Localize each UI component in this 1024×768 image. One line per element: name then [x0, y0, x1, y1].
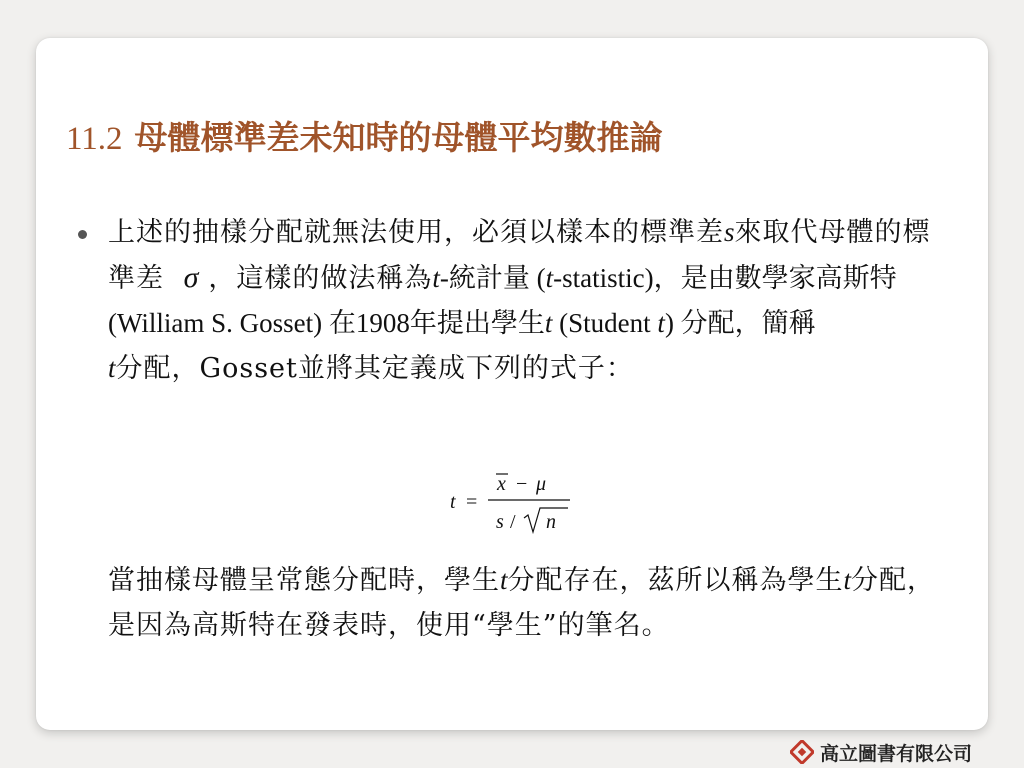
symbol-t: t — [657, 308, 665, 338]
symbol-t: t — [545, 263, 554, 293]
bullet-icon — [78, 230, 87, 239]
p1-text-a: 上述的抽樣分配就無法使用，必須以樣本的標準差 — [108, 217, 724, 248]
p2-text-c: 分配，是因為高斯特在發表時，使用“學生”的筆名。 — [108, 565, 936, 641]
symbol-s: s — [724, 217, 735, 247]
slide-title — [66, 112, 946, 159]
p1-text-e: -statistic)，是由數學家高斯特 (William S. Gosset) 在1908年提出學生 — [108, 263, 897, 338]
symbol-t: t — [108, 353, 116, 383]
bullet-paragraph — [108, 210, 956, 391]
t-statistic-formula — [446, 470, 586, 540]
p1-text-f: (Student — [552, 308, 658, 338]
diamond-logo-icon — [790, 740, 814, 764]
p2-text-b: 分配存在，茲所以稱為學生 — [507, 565, 844, 596]
p2-text-a: 當抽樣母體呈常態分配時，學生 — [108, 565, 500, 596]
symbol-t: t — [432, 263, 440, 293]
publisher-name: 高立圖書有限公司 — [820, 742, 973, 765]
formula-xbar: x — [497, 473, 506, 495]
p1-text-h: 分配，Gosset並將其定義成下列的式子： — [115, 353, 634, 384]
formula-mu: μ — [536, 473, 547, 495]
p1-text-g: ) 分配，簡稱 — [664, 308, 816, 338]
title-number: 11.2 — [66, 121, 123, 157]
p1-text-c: ，這樣的做法稱為 — [208, 263, 433, 294]
title-text: 母體標準差未知時的母體平均數推論 — [134, 121, 663, 157]
explanation-paragraph — [108, 558, 956, 648]
formula-slash: / — [510, 511, 516, 533]
formula-minus: − — [516, 473, 528, 495]
symbol-t: t — [843, 565, 852, 595]
formula-equals: = — [466, 491, 478, 513]
symbol-sigma: σ — [183, 261, 199, 294]
publisher-logo — [790, 740, 972, 764]
p1-text-b: 來取代母體的標準差 — [108, 217, 931, 294]
formula-s: s — [496, 511, 504, 533]
symbol-t: t — [544, 308, 553, 338]
p1-text-d: -統計量 ( — [439, 263, 546, 293]
formula-t: t — [450, 491, 456, 513]
formula-n: n — [546, 511, 556, 533]
symbol-t: t — [500, 565, 508, 595]
